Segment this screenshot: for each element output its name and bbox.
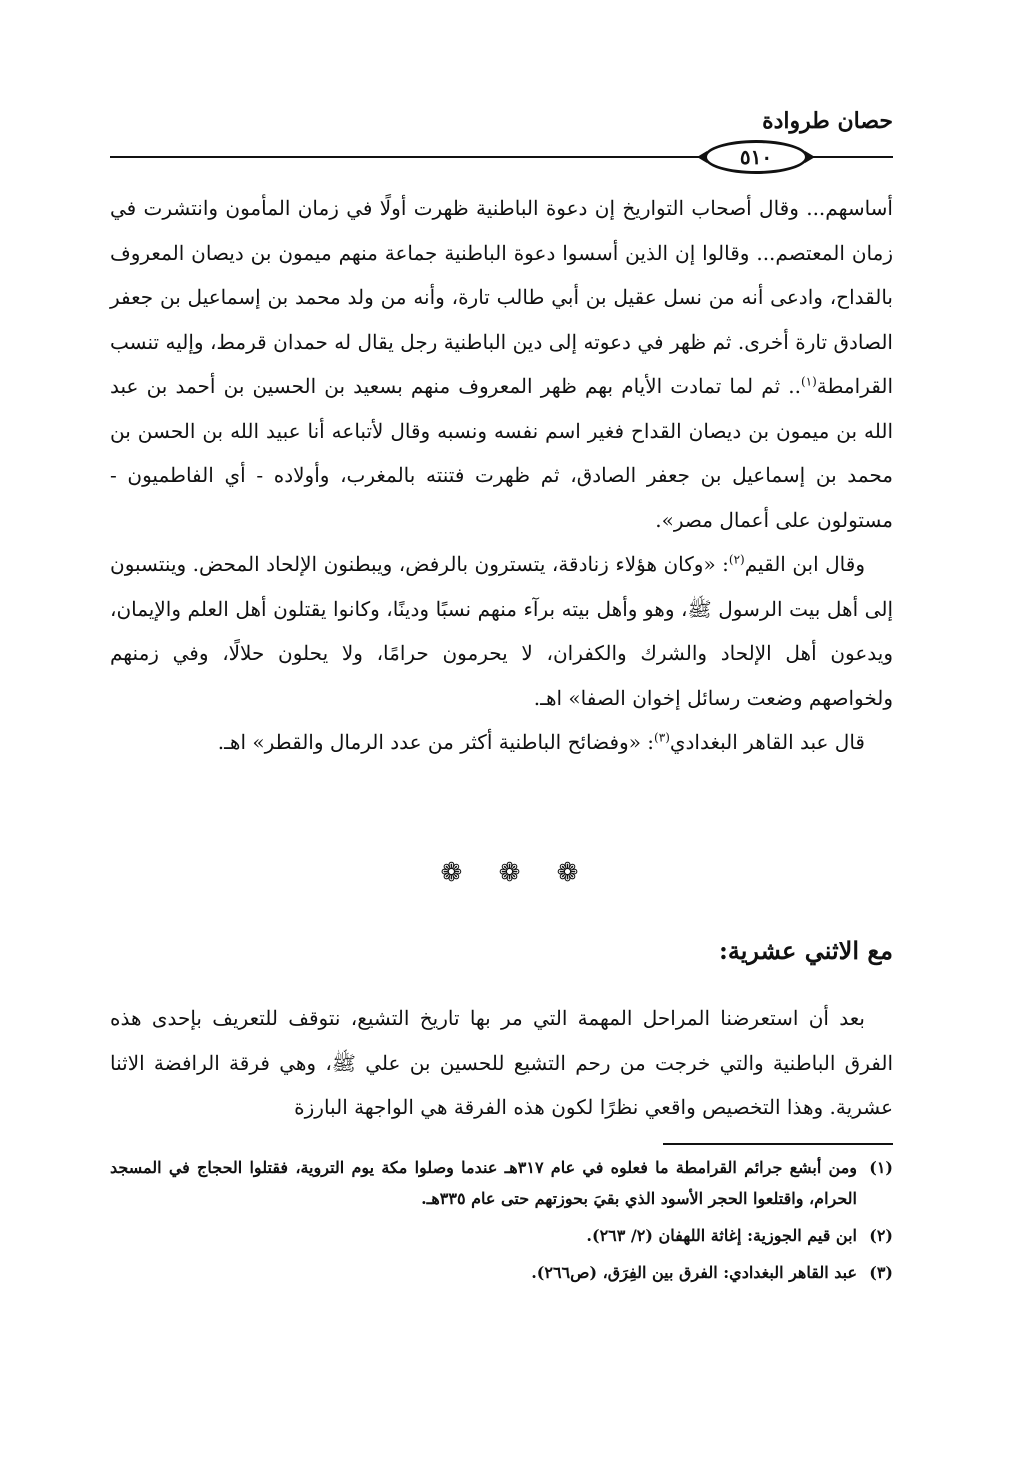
section-text — [110, 996, 893, 1130]
footnote-number: (٣) — [869, 1263, 893, 1282]
body-text — [110, 186, 893, 765]
paragraph-1 — [110, 186, 893, 542]
page-number: ٥١٠ — [739, 145, 773, 169]
paragraph-1-rest: .. ثم لما تمادت الأيام بهم ظهر المعروف منهم بسعيد بن الحسين بن أحمد بن عبد الله بن ميمون بن ديصان القداح فغير اسم نفسه ونسبه وقال لأتباعه أنا عبيد الله بن الحسن بن محمد بن إسماعيل بن جعفر الصادق، ثم ظهرت فتنته بالمغرب، وأولاده - أي الفاطميون - مستولون على أعمال مصر». — [110, 374, 893, 532]
footnote-ref-2: (٢) — [728, 552, 745, 567]
footnote-ref-1: (١) — [800, 374, 817, 389]
footnote-text: عبد القاهر البغدادي: الفرق بين الفِرَق، (ص٢٦٦). — [531, 1263, 857, 1282]
page-number-badge — [704, 140, 808, 174]
footnote-item — [110, 1257, 893, 1288]
footnotes — [110, 1152, 893, 1294]
footnote-rule — [663, 1143, 893, 1145]
paragraph-3-lead: قال عبد القاهر البغدادي — [669, 730, 865, 754]
footnote-text: ومن أبشع جرائم القرامطة ما فعلوه في عام ٣١٧هـ عندما وصلوا مكة يوم التروية، فقتلوا الحجاج في المسجد الحرام، واقتلعوا الحجر الأسود الذي بقيَ بحوزتهم حتى عام ٣٣٥هـ. — [110, 1158, 857, 1208]
ornament-divider: ❁ ❁ ❁ — [440, 858, 593, 888]
footnote-item — [110, 1152, 893, 1214]
footnote-number: (٢) — [869, 1226, 893, 1245]
paragraph-2-text: : «وكان هؤلاء زنادقة، يتسترون بالرفض، ويبطنون الإلحاد المحض. وينتسبون إلى أهل بيت الرسول ﷺ، وهو وأهل بيته برآء منهم نسبًا ودينًا، وكانوا يقتلون أهل العلم والإيمان، ويدعون أهل الإلحاد والشرك والكفران، لا يحرمون حرامًا، ولا يحلون حلالًا، وفي زمنهم ولخواصهم وضعت رسائل إخوان الصفا» اهـ. — [110, 552, 893, 710]
footnote-item — [110, 1220, 893, 1251]
book-title: حصان طروادة — [762, 108, 893, 134]
section-heading: مع الاثني عشرية: — [719, 936, 893, 965]
paragraph-1-text: أساسهم... وقال أصحاب التواريخ إن دعوة الباطنية ظهرت أولًا في زمان المأمون وانتشرت في زمان المعتصم... وقالوا إن الذين أسسوا دعوة الباطنية جماعة منهم ميمون بن ديصان المعروف بالقداح، وادعى أنه من نسل عقيل بن أبي طالب تارة، وأنه من ولد محمد بن إسماعيل بن جعفر الصادق تارة أخرى. ثم ظهر في دعوته إلى دين الباطنية رجل يقال له حمدان قرمط، وإليه تنسب القرامطة — [110, 196, 893, 398]
section-paragraph: بعد أن استعرضنا المراحل المهمة التي مر بها تاريخ التشيع، نتوقف للتعريف بإحدى هذه الفرق الباطنية والتي خرجت من رحم التشيع للحسين بن علي ﷺ، وهي فرقة الرافضة الاثنا عشرية. وهذا التخصيص واقعي نظرًا لكون هذه الفرقة هي الواجهة البارزة — [110, 1006, 893, 1119]
footnote-number: (١) — [869, 1158, 893, 1177]
paragraph-2-lead: وقال ابن القيم — [744, 552, 865, 576]
paragraph-3 — [110, 720, 893, 765]
footnote-text: ابن قيم الجوزية: إغاثة اللهفان (٢/ ٢٦٣). — [586, 1226, 857, 1245]
footnote-ref-3: (٣) — [654, 730, 670, 745]
paragraph-2 — [110, 542, 893, 720]
paragraph-3-text: : «وفضائح الباطنية أكثر من عدد الرمال والقطر» اهـ. — [217, 730, 655, 754]
